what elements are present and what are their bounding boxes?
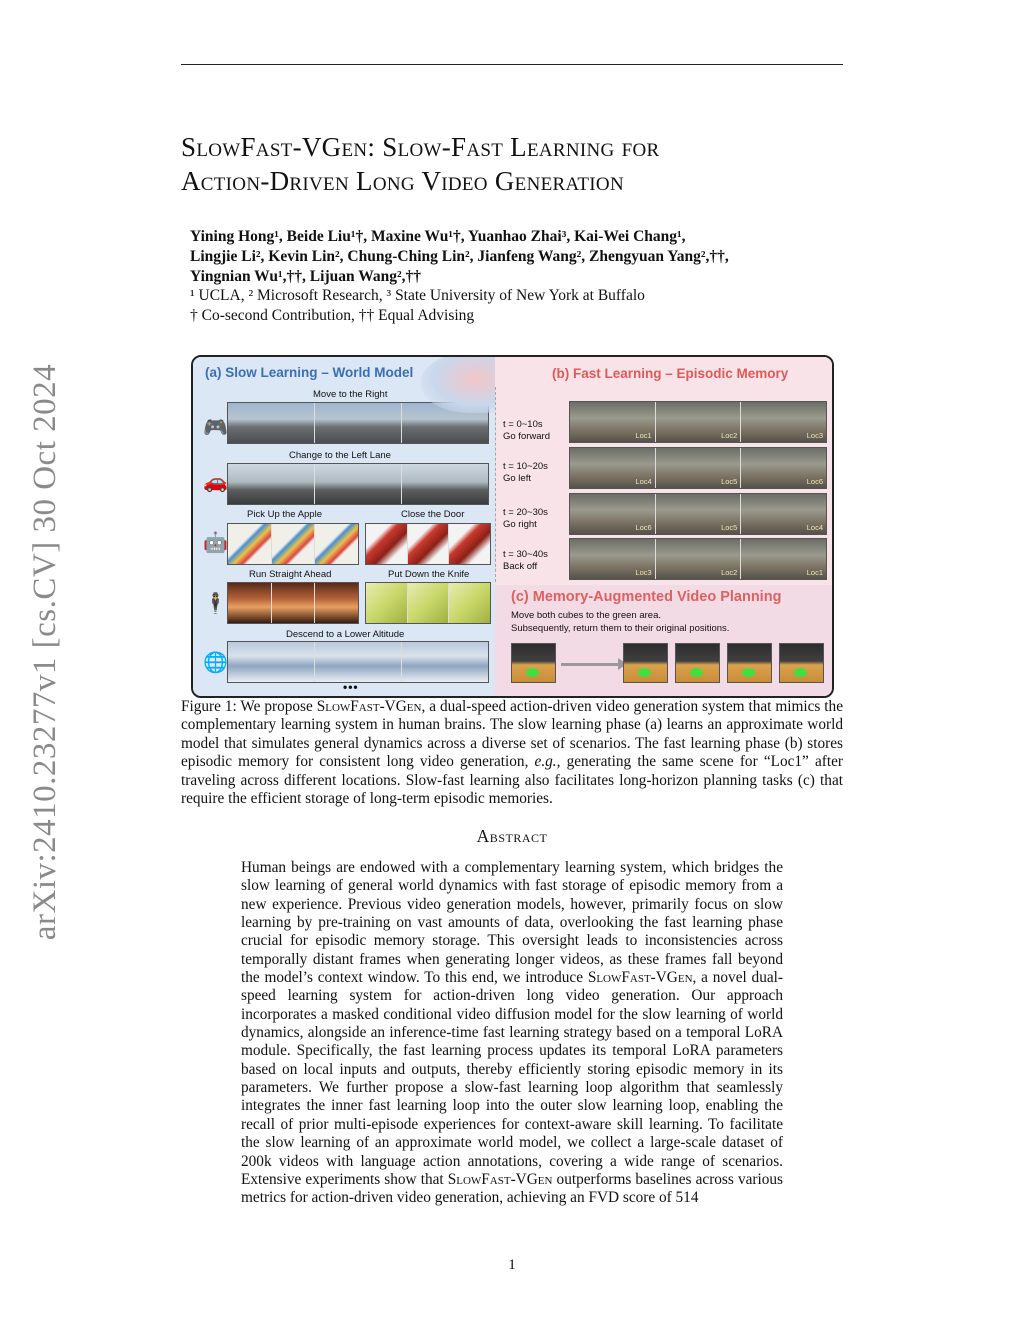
arxiv-identifier[interactable]: arXiv:2410.23277v1 [cs.CV] 30 Oct 2024 [27, 363, 63, 941]
memory-row-2-label [503, 461, 548, 485]
panel-a-title: (a) Slow Learning – World Model [205, 365, 414, 380]
caption-system-name: SlowFast-VGen [316, 698, 422, 715]
loc-label: Loc2 [721, 431, 738, 440]
panel-b-title: (b) Fast Learning – Episodic Memory [552, 366, 789, 381]
caption-descend: Descend to a Lower Altitude [286, 629, 405, 640]
planning-frame [675, 643, 720, 683]
frames-run-straight [227, 582, 359, 624]
frames-memory-row-2 [569, 447, 827, 489]
title-line-1: SlowFast-VGen: Slow-Fast Learning for [181, 132, 660, 162]
abstract-part-1: Human beings are endowed with a complementary learning system, which bridges the slow learning of general world dynamics with fast storage of episodic memory from a new experience. Previous video generation models, however, primarily focus on slow learning by pre-training on vast amounts of data, overlooking the fast learning phase crucial for episodic memory storage. This oversight leads to inconsistencies across temporally distant frames when generating longer videos, as these frames fall beyond the model’s context window. To this end, we introduce [241, 859, 783, 987]
row-1-time: t = 0~10s [503, 419, 543, 430]
loc-label: Loc1 [635, 431, 652, 440]
author-list [190, 227, 830, 287]
caption-run-straight: Run Straight Ahead [249, 569, 332, 580]
loc-label: Loc2 [721, 568, 738, 577]
authors-line-1: Yining Hong¹, Beide Liu¹†, Maxine Wu¹†, Yuanhao Zhai³, Kai-Wei Chang¹, [190, 228, 686, 245]
planning-text-2: Subsequently, return them to their original positions. [511, 623, 730, 634]
frames-left-lane [227, 463, 489, 505]
affiliations: ¹ UCLA, ² Microsoft Research, ³ State University of New York at Buffalo [190, 287, 645, 304]
planning-text-1: Move both cubes to the green area. [511, 610, 661, 621]
abstract-system-name: SlowFast-VGen [587, 969, 693, 987]
row-2-time: t = 10~20s [503, 461, 548, 472]
affiliations-block [190, 286, 830, 325]
robot-icon: 🤖 [203, 532, 228, 554]
caption-move-right: Move to the Right [313, 389, 388, 400]
caption-body: , a dual-speed action-driven video generation system that mimics the complementary learning system in human brains. The slow learning phase (a) learns an approximate world model that simulates general dynamics across a diverse set of scenarios. The fast learning phase (b) stores episodic memory for consistent long video generation, [181, 698, 843, 771]
planning-frame [511, 643, 556, 683]
loc-label: Loc4 [806, 523, 824, 532]
loc-label: Loc4 [635, 477, 652, 486]
car-icon: 🚗 [203, 471, 228, 493]
row-4-time: t = 30~40s [503, 549, 548, 560]
abstract-part-2: , a novel dual-speed learning system for action-driven long video generation. Our approach incorporates a masked conditional video diffusion model for the slow learning of world dynamics, alongside an inference-time fast learning strategy based on a temporal LoRA module. Specifically, the fast learning process updates its temporal LoRA parameters based on local inputs and outputs, thereby efficiently storing episodic memory in its parameters. We further propose a slow-fast learning loop algorithm that seamlessly integrates the inner fast learning loop into the outer slow learning loop, enabling the recall of prior multi-episode experiences for context-aware skill learning. To facilitate the slow learning of an approximate world model, we collect a large-scale dataset of 200k videos with language action annotations, covering a wide range of scenarios. Extensive experiments show that [241, 969, 783, 1188]
frames-memory-row-4 [569, 538, 827, 580]
caption-left-lane: Change to the Left Lane [289, 450, 391, 461]
memory-row-1-label [503, 419, 550, 443]
caption-tail: generating the same scene for “Loc1” after traveling across different locations. Slow-fast learning also facilitates long-horizon planning tasks (c) that require the efficient storage of long-term episodic memories. [181, 753, 843, 808]
person-icon: 🕴 [203, 593, 228, 615]
caption-close-door: Close the Door [401, 509, 465, 520]
loc-label: Loc5 [721, 523, 738, 532]
caption-pick-apple: Pick Up the Apple [247, 509, 322, 520]
loc-label: Loc1 [806, 568, 824, 577]
abstract-heading: Abstract [476, 826, 548, 846]
panel-divider [495, 387, 496, 582]
panel-c-title: (c) Memory-Augmented Video Planning [511, 589, 782, 605]
frames-close-door [365, 523, 491, 565]
frames-memory-row-1 [569, 401, 827, 443]
planning-arrow [561, 663, 619, 666]
figure-caption [181, 698, 843, 808]
caption-put-knife: Put Down the Knife [388, 569, 470, 580]
panel-video-planning [495, 585, 832, 696]
frames-pick-apple [227, 523, 359, 565]
abstract-text [241, 859, 783, 1208]
row-2-action: Go left [503, 473, 531, 484]
title-line-2: Action-Driven Long Video Generation [181, 166, 624, 196]
gamepad-icon: 🎮 [203, 417, 228, 439]
planning-frame [779, 643, 824, 683]
loc-label: Loc3 [806, 431, 824, 440]
more-dots: ••• [343, 680, 359, 694]
paper-title [181, 130, 861, 198]
memory-row-4-label [503, 549, 548, 573]
loc-label: Loc6 [635, 523, 652, 532]
frames-put-knife [365, 582, 491, 624]
caption-eg: e.g., [534, 753, 561, 771]
authors-line-2: Lingjie Li², Kevin Lin², Chung-Ching Lin², Jianfeng Wang², Zhengyuan Yang²,††, [190, 248, 729, 265]
abstract-part-3: outperforms baselines across various metrics for action-driven video generation, achieving an FVD score of 514 [241, 1170, 783, 1207]
header-rule [181, 64, 843, 65]
authors-line-3: Yingnian Wu¹,††, Lijuan Wang²,†† [190, 268, 421, 285]
caption-prefix: Figure 1: We propose [181, 698, 317, 715]
row-3-time: t = 20~30s [503, 507, 548, 518]
loc-label: Loc6 [806, 477, 824, 486]
planning-frame [623, 643, 668, 683]
globe-icon: 🌐 [203, 652, 228, 674]
row-3-action: Go right [503, 519, 537, 530]
panel-fast-learning [495, 357, 832, 585]
row-1-action: Go forward [503, 431, 550, 442]
planning-frame [727, 643, 772, 683]
loc-label: Loc3 [635, 568, 652, 577]
contribution-note: † Co-second Contribution, †† Equal Advising [190, 306, 475, 324]
memory-row-3-label [503, 507, 548, 531]
loc-label: Loc5 [721, 477, 738, 486]
abstract-system-name: SlowFast-VGen [447, 1170, 553, 1188]
row-4-action: Back off [503, 561, 538, 572]
frames-memory-row-3 [569, 493, 827, 535]
planning-instruction [511, 609, 729, 635]
teaser-figure [191, 355, 834, 698]
frames-descend [227, 641, 489, 683]
page-number: 1 [508, 1257, 516, 1273]
